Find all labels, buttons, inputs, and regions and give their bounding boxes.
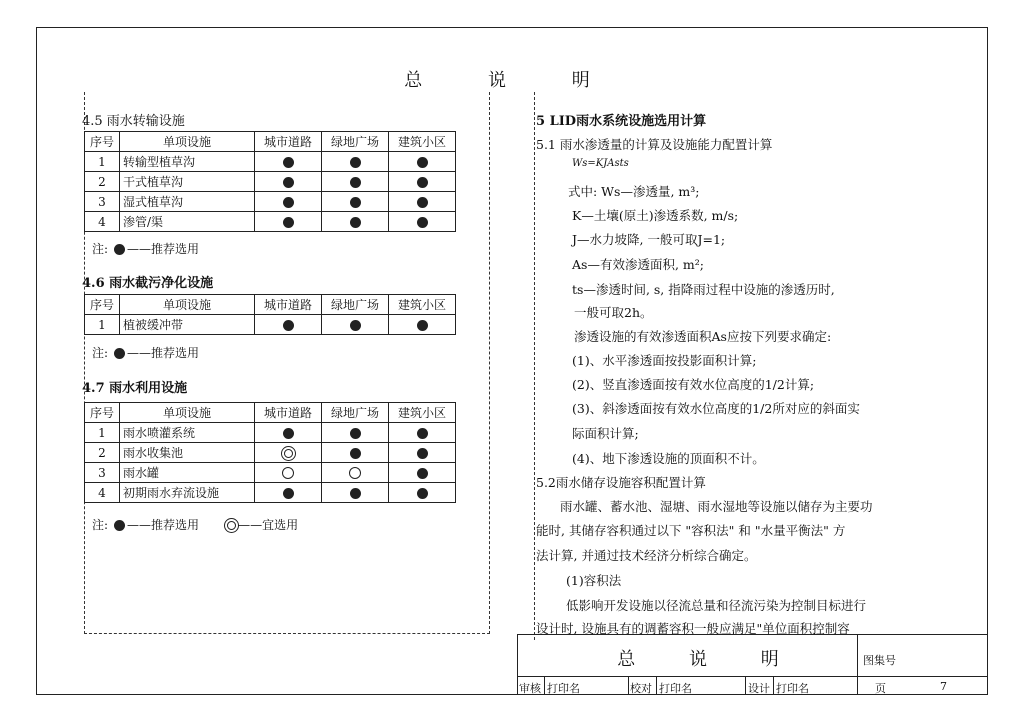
table-row	[85, 423, 456, 443]
row-no: 3	[85, 192, 120, 212]
title-block-divider	[773, 676, 774, 695]
atlas-number-label: 图集号	[863, 654, 896, 667]
header-road: 城市道路	[255, 132, 322, 152]
section-4-5-heading: 4.5 雨水转输设施	[82, 114, 185, 129]
row-name: 雨水收集池	[120, 443, 255, 463]
method-heading: (1)容积法	[566, 573, 622, 588]
note-text: ——推荐选用	[127, 242, 200, 256]
recommended-dot-icon	[350, 197, 361, 208]
recommended-dot-icon	[417, 177, 428, 188]
recommended-dot-icon	[417, 488, 428, 499]
header-facility: 单项设施	[120, 295, 255, 315]
note-4-7	[92, 516, 298, 533]
text-line: 式中: Ws—渗透量, m³;	[568, 184, 700, 199]
recommended-dot-icon	[350, 157, 361, 168]
note-4-6	[92, 344, 199, 361]
paragraph-line: 低影响开发设施以径流总量和径流污染为控制目标进行	[566, 598, 867, 613]
recommended-dot-icon	[417, 157, 428, 168]
text-line: As—有效渗透面积, m²;	[572, 257, 704, 272]
text-line: (1)、水平渗透面按投影面积计算;	[572, 353, 757, 368]
recommended-dot-icon	[114, 244, 125, 255]
paragraph-line: 能时, 其储存容积通过以下 "容积法" 和 "水量平衡法" 方	[536, 523, 846, 538]
row-no: 1	[85, 423, 120, 443]
paragraph-line: 设计时, 设施具有的调蓄容积一般应满足"单位面积控制容	[536, 621, 850, 636]
paragraph-line: 雨水罐、蓄水池、湿塘、雨水湿地等设施以储存为主要功	[560, 499, 873, 514]
recommended-dot-icon	[417, 448, 428, 459]
optional-ring-icon	[349, 467, 361, 479]
text-line: ts—渗透时间, s, 指降雨过程中设施的渗透历时,	[572, 282, 835, 297]
title-block-divider	[656, 676, 657, 695]
text-line: (2)、竖直渗透面按有效水位高度的1/2计算;	[572, 377, 815, 392]
header-no: 序号	[85, 403, 120, 423]
section-5-1-heading: 5.1 雨水渗透量的计算及设施能力配置计算	[536, 137, 773, 152]
right-dashed-line	[534, 92, 535, 640]
table-row	[85, 315, 456, 335]
table-header-row	[85, 295, 456, 315]
title-block-divider	[517, 676, 988, 677]
row-name: 转输型植草沟	[120, 152, 255, 172]
section-4-6-heading: 4.6 雨水截污净化设施	[82, 276, 214, 291]
row-no: 4	[85, 483, 120, 503]
row-no: 3	[85, 463, 120, 483]
note-prefix: 注:	[92, 346, 109, 360]
recommended-dot-icon	[283, 197, 294, 208]
text-line: K—土壤(原土)渗透系数, m/s;	[572, 208, 739, 223]
title-block-divider	[544, 676, 545, 695]
recommended-dot-icon	[417, 428, 428, 439]
row-name: 植被缓冲带	[120, 315, 255, 335]
row-no: 2	[85, 443, 120, 463]
text-line: 渗透设施的有效渗透面积As应按下列要求确定:	[574, 329, 832, 344]
note-text: ——推荐选用	[127, 346, 200, 360]
header-green: 绿地广场	[322, 132, 389, 152]
recommended-dot-icon	[350, 488, 361, 499]
note-text-suitable: ——宜选用	[238, 518, 299, 532]
note-text-recommended: ——推荐选用	[127, 518, 200, 532]
recommended-dot-icon	[114, 348, 125, 359]
paragraph-line: 法计算, 并通过技术经济分析综合确定。	[536, 548, 757, 563]
recommended-dot-icon	[417, 197, 428, 208]
review-label: 审核	[519, 682, 541, 695]
row-name: 初期雨水弃流设施	[120, 483, 255, 503]
note-prefix: 注:	[92, 518, 109, 532]
recommended-dot-icon	[283, 217, 294, 228]
recommended-dot-icon	[350, 428, 361, 439]
header-building: 建筑小区	[389, 295, 456, 315]
recommended-dot-icon	[114, 520, 125, 531]
note-4-5	[92, 240, 199, 257]
row-no: 1	[85, 152, 120, 172]
header-road: 城市道路	[255, 295, 322, 315]
table-4-5	[84, 131, 456, 232]
section-4-7-heading: 4.7 雨水利用设施	[82, 381, 188, 396]
recommended-dot-icon	[350, 448, 361, 459]
review-value: 打印名	[547, 682, 580, 695]
recommended-dot-icon	[417, 468, 428, 479]
header-building: 建筑小区	[389, 132, 456, 152]
title-block-divider	[745, 676, 746, 695]
header-building: 建筑小区	[389, 403, 456, 423]
table-row	[85, 463, 456, 483]
recommended-dot-icon	[417, 320, 428, 331]
row-name: 渗管/渠	[120, 212, 255, 232]
table-header-row	[85, 403, 456, 423]
text-line: (3)、斜渗透面按有效水位高度的1/2所对应的斜面实	[572, 401, 860, 416]
recommended-dot-icon	[283, 157, 294, 168]
row-no: 1	[85, 315, 120, 335]
note-prefix: 注:	[92, 242, 109, 256]
page-title: 总 说 明	[404, 70, 620, 91]
row-no: 4	[85, 212, 120, 232]
row-name: 湿式植草沟	[120, 192, 255, 212]
row-name: 雨水罐	[120, 463, 255, 483]
table-4-6	[84, 294, 456, 335]
recommended-dot-icon	[283, 488, 294, 499]
table-4-7	[84, 402, 456, 503]
header-green: 绿地广场	[322, 295, 389, 315]
table-row	[85, 212, 456, 232]
header-road: 城市道路	[255, 403, 322, 423]
recommended-dot-icon	[350, 217, 361, 228]
header-facility: 单项设施	[120, 403, 255, 423]
table-row	[85, 443, 456, 463]
design-value: 打印名	[776, 682, 809, 695]
optional-ring-icon	[282, 467, 294, 479]
recommended-dot-icon	[283, 177, 294, 188]
title-block-divider	[628, 676, 629, 695]
text-line: 一般可取2h。	[574, 305, 653, 320]
title-block-title: 总 说 明	[617, 649, 803, 670]
suitable-double-ring-icon	[284, 449, 293, 458]
recommended-dot-icon	[283, 428, 294, 439]
table-row	[85, 152, 456, 172]
design-label: 设计	[748, 682, 770, 695]
section-5-2-heading: 5.2雨水储存设施容积配置计算	[536, 475, 706, 490]
table-row	[85, 172, 456, 192]
header-no: 序号	[85, 295, 120, 315]
recommended-dot-icon	[350, 177, 361, 188]
text-line: J—水力坡降, 一般可取J=1;	[572, 232, 726, 247]
suitable-double-ring-icon	[227, 521, 236, 530]
recommended-dot-icon	[417, 217, 428, 228]
row-name: 雨水喷灌系统	[120, 423, 255, 443]
recommended-dot-icon	[350, 320, 361, 331]
table-header-row	[85, 132, 456, 152]
formula: Ws=KJAsts	[572, 158, 629, 169]
row-no: 2	[85, 172, 120, 192]
text-line: 际面积计算;	[572, 426, 639, 441]
text-line: (4)、地下渗透设施的顶面积不计。	[572, 451, 765, 466]
header-green: 绿地广场	[322, 403, 389, 423]
header-facility: 单项设施	[120, 132, 255, 152]
table-row	[85, 483, 456, 503]
check-value: 打印名	[659, 682, 692, 695]
row-name: 干式植草沟	[120, 172, 255, 192]
recommended-dot-icon	[283, 320, 294, 331]
check-label: 校对	[630, 682, 652, 695]
page-label: 页	[875, 682, 886, 695]
section-5-heading: 5 LID雨水系统设施选用计算	[536, 114, 707, 129]
header-no: 序号	[85, 132, 120, 152]
page-number: 7	[940, 680, 947, 693]
table-row	[85, 192, 456, 212]
